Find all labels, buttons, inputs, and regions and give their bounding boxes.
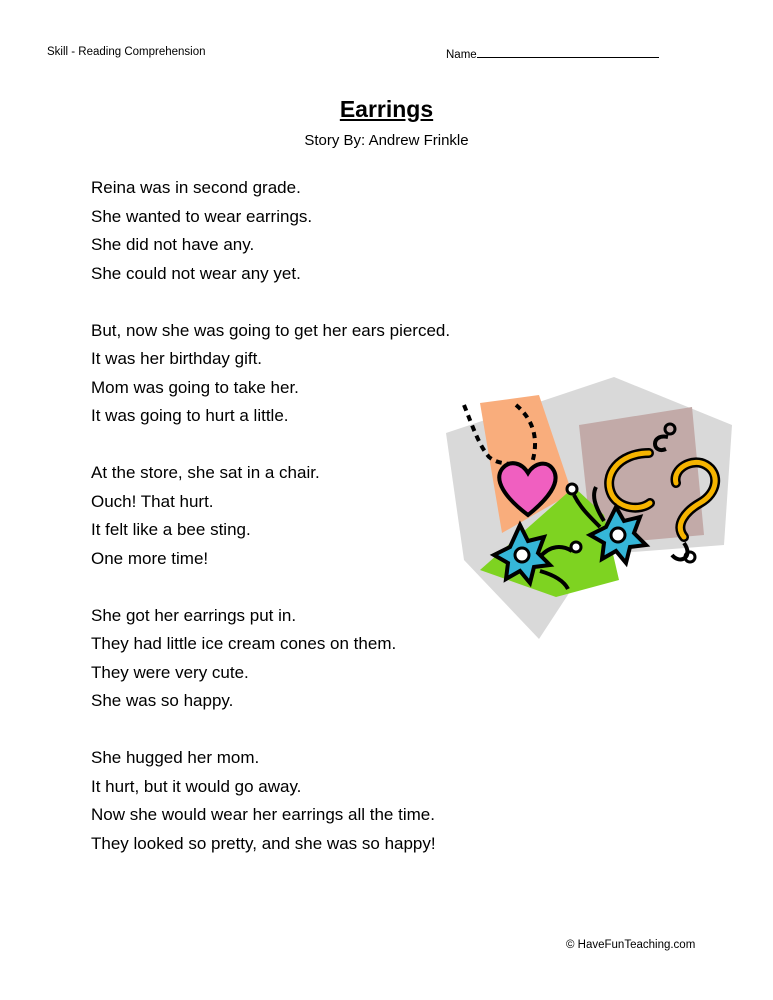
story-line: She hugged her mom. bbox=[91, 748, 260, 767]
skill-label: Skill - Reading Comprehension bbox=[47, 46, 206, 58]
stanza bbox=[91, 174, 450, 288]
story-line: She could not wear any yet. bbox=[91, 263, 301, 283]
stanza bbox=[91, 602, 450, 716]
story-byline: Story By: Andrew Frinkle bbox=[304, 132, 469, 149]
story-line: Mom was going to take her. bbox=[91, 377, 299, 397]
story-line: They had little ice cream cones on them. bbox=[91, 634, 397, 653]
story-line: It felt like a bee sting. bbox=[91, 520, 251, 539]
hook-loop bbox=[685, 552, 695, 562]
story-line: At the store, she sat in a chair. bbox=[91, 463, 320, 482]
copyright-footer: © HaveFunTeaching.com bbox=[566, 939, 696, 951]
star-center bbox=[515, 548, 529, 562]
name-field[interactable] bbox=[446, 46, 659, 61]
stanza bbox=[91, 459, 450, 573]
story-line: They looked so pretty, and she was so happy! bbox=[91, 833, 436, 853]
story-line: It was her birthday gift. bbox=[91, 349, 263, 368]
name-label: Name bbox=[446, 49, 477, 61]
story-line: But, now she was going to get her ears pierced. bbox=[91, 320, 451, 340]
stanza bbox=[91, 317, 450, 431]
story-line: She did not have any. bbox=[91, 235, 255, 254]
story-line: She got her earrings put in. bbox=[91, 605, 297, 625]
story-line: They were very cute. bbox=[91, 662, 249, 682]
story-line: Reina was in second grade. bbox=[91, 178, 301, 197]
story-body bbox=[91, 174, 450, 887]
earrings-clipart-icon bbox=[444, 375, 734, 640]
story-title: Earrings bbox=[339, 96, 434, 122]
star-center bbox=[611, 528, 625, 542]
story-line: She was so happy. bbox=[91, 691, 234, 710]
story-line: She wanted to wear earrings. bbox=[91, 206, 313, 226]
earring-stud bbox=[571, 542, 581, 552]
earring-stud bbox=[567, 484, 577, 494]
story-line: It hurt, but it would go away. bbox=[91, 776, 302, 796]
story-line: It was going to hurt a little. bbox=[91, 406, 289, 425]
story-line: One more time! bbox=[91, 548, 209, 568]
stanza bbox=[91, 744, 450, 858]
story-line: Ouch! That hurt. bbox=[91, 491, 214, 511]
story-line: Now she would wear her earrings all the time. bbox=[91, 805, 435, 824]
name-blank-line[interactable] bbox=[477, 46, 659, 58]
